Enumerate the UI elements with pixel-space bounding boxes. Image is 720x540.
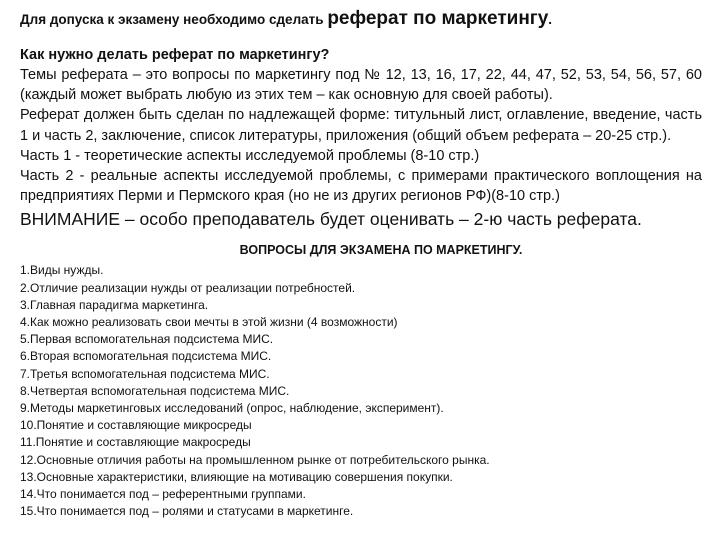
question-item: 7.Третья вспомогательная подсистема МИС. [20,366,270,381]
section-heading: Как нужно делать реферат по маркетингу? [20,47,330,63]
format-paragraph: Реферат должен быть сделан по надлежащей форме: титульный лист, оглавление, введение, часть 1 и часть 2, заключение, список литературы, приложения (общий объем реферата – 20-25 стр.). [20,107,702,144]
questions-title-period: . [518,243,523,258]
question-item: 5.Первая вспомогательная подсистема МИС. [20,332,274,347]
question-item: 2.Отличие реализации нужды от реализации потребностей. [20,280,356,295]
questions-title [20,241,702,259]
topics-paragraph: Темы реферата – это вопросы по маркетингу под № 12, 13, 16, 17, 22, 44, 47, 52, 53, 54, 56, 57, 60 (каждый может выбрать любую из этих тем – как основную для своей работы). [20,67,702,104]
attention-note: ВНИМАНИЕ – особо преподаватель будет оценивать – 2-ю часть реферата. [20,209,642,230]
question-item: 9.Методы маркетинговых исследований (опрос, наблюдение, эксперимент). [20,401,444,416]
question-item: 15.Что понимается под – ролями и статусами в маркетинге. [20,504,354,519]
question-item: 6.Вторая вспомогательная подсистема МИС. [20,349,272,364]
question-item: 10.Понятие и составляющие микросреды [20,418,252,433]
document-title [20,8,702,31]
question-item: 14.Что понимается под – референтными группами. [20,487,306,502]
question-item: 13.Основные характеристики, влияющие на мотивацию совершения покупки. [20,469,453,484]
part-one-description: Часть 1 - теоретические аспекты исследуемой проблемы (8-10 стр.) [20,147,480,164]
title-period: . [548,12,553,27]
question-item: 4.Как можно реализовать свои мечты в этой жизни (4 возможности) [20,315,398,330]
part-two-description: Часть 2 - реальные аспекты исследуемой проблемы, с примерами практического воплощения на предприятиях Перми и Пермского края (но не из других регионов РФ)(8-10 стр.) [20,168,702,205]
question-item: 1.Виды нужды. [20,263,104,278]
question-item: 11.Понятие и составляющие макросреды [20,435,251,450]
title-emphasis: реферат по маркетингу [327,8,549,29]
questions-list [20,262,702,520]
question-item: 8.Четвертая вспомогательная подсистема МИС. [20,383,290,398]
question-item: 12.Основные отличия работы на промышленном рынке от потребительского рынка. [20,452,490,467]
questions-title-text: ВОПРОСЫ ДЛЯ ЭКЗАМЕНА ПО МАРКЕТИНГУ [239,243,519,258]
title-prefix: Для допуска к экзамену необходимо сделать [20,12,328,27]
question-item: 3.Главная парадигма маркетинга. [20,297,209,312]
